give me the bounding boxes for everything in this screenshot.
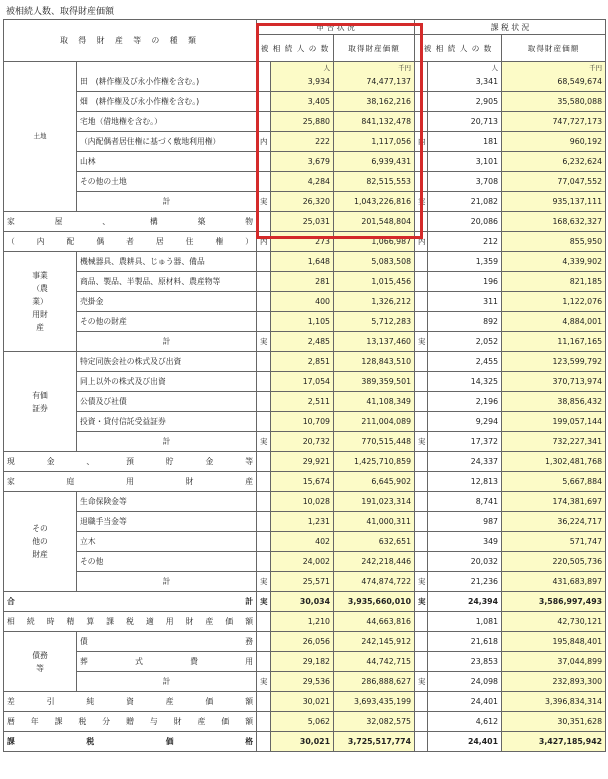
row-label: 課税価格	[4, 732, 257, 752]
declaration-count: 10,709	[271, 412, 334, 432]
business-group-label: 事業（農業）用財産	[4, 252, 77, 352]
row-label: 計	[77, 572, 257, 592]
taxation-count: 21,236	[428, 572, 502, 592]
row-mark: 実	[415, 592, 428, 612]
declaration-value: 3,725,517,774	[334, 732, 415, 752]
declaration-value: 474,874,722	[334, 572, 415, 592]
taxation-count-header: 被 相 続 人 の 数	[415, 35, 502, 62]
taxation-count: 3,708	[428, 172, 502, 192]
row-mark	[257, 152, 271, 172]
taxation-count: 181	[428, 132, 502, 152]
declaration-count: 30,021	[271, 692, 334, 712]
taxation-count: 2,905	[428, 92, 502, 112]
taxation-count: 24,098	[428, 672, 502, 692]
subtotal-row	[4, 432, 606, 452]
taxation-count: 3,341	[428, 72, 502, 92]
taxation-value: 220,505,736	[502, 552, 606, 572]
row-label: 計	[77, 192, 257, 212]
row-label: 特定同族会社の株式及び出資	[77, 352, 257, 372]
taxation-count: 2,196	[428, 392, 502, 412]
row-label: 計	[77, 672, 257, 692]
declaration-count: 3,934	[271, 72, 334, 92]
declaration-count: 25,571	[271, 572, 334, 592]
taxation-count: 21,618	[428, 632, 502, 652]
taxation-value: 370,713,974	[502, 372, 606, 392]
declaration-value: 6,645,902	[334, 472, 415, 492]
table-row	[4, 112, 606, 132]
table-row	[4, 532, 606, 552]
declaration-count: 30,021	[271, 732, 334, 752]
declaration-value: 74,477,137	[334, 72, 415, 92]
table-row	[4, 692, 606, 712]
declaration-count: 3,405	[271, 92, 334, 112]
taxation-value: 232,893,300	[502, 672, 606, 692]
taxation-count: 1,359	[428, 252, 502, 272]
declaration-value: 1,015,456	[334, 272, 415, 292]
taxation-value: 4,884,001	[502, 312, 606, 332]
row-label: 畑 (耕作権及び永小作権を含む。)	[77, 92, 257, 112]
taxation-value: 4,339,902	[502, 252, 606, 272]
taxation-count: 21,082	[428, 192, 502, 212]
declaration-count: 29,921	[271, 452, 334, 472]
table-row	[4, 472, 606, 492]
declaration-value: 1,326,212	[334, 292, 415, 312]
taxation-value: 35,580,088	[502, 92, 606, 112]
table-row	[4, 152, 606, 172]
declaration-value: 1,425,710,859	[334, 452, 415, 472]
declaration-count: 1,231	[271, 512, 334, 532]
row-label: 田 (耕作権及び永小作権を含む。)	[77, 72, 257, 92]
row-mark: 実	[415, 432, 428, 452]
declaration-value: 5,712,283	[334, 312, 415, 332]
table-row	[4, 612, 606, 632]
taxation-value: 732,227,341	[502, 432, 606, 452]
taxation-count: 17,372	[428, 432, 502, 452]
table-row	[4, 72, 606, 92]
taxation-value: 5,667,884	[502, 472, 606, 492]
taxation-value-header: 取得財産価額	[502, 35, 606, 62]
table-row	[4, 712, 606, 732]
table-row	[4, 132, 606, 152]
row-mark	[415, 92, 428, 112]
subtotal-row	[4, 332, 606, 352]
row-label: 売掛金	[77, 292, 257, 312]
declaration-value: 38,162,216	[334, 92, 415, 112]
row-mark: 内	[415, 132, 428, 152]
row-mark	[257, 112, 271, 132]
row-mark	[257, 92, 271, 112]
declaration-value: 211,004,089	[334, 412, 415, 432]
row-mark: 実	[257, 592, 271, 612]
taxation-count: 311	[428, 292, 502, 312]
declaration-value: 1,043,226,816	[334, 192, 415, 212]
taxation-value: 3,586,997,493	[502, 592, 606, 612]
taxation-value: 3,396,834,314	[502, 692, 606, 712]
declaration-value: 41,000,311	[334, 512, 415, 532]
declaration-value: 1,066,987	[334, 232, 415, 252]
table-row	[4, 292, 606, 312]
taxation-count: 8,741	[428, 492, 502, 512]
declaration-count: 2,485	[271, 332, 334, 352]
table-row	[4, 92, 606, 112]
declaration-value: 191,023,314	[334, 492, 415, 512]
row-label: 家屋、構築物	[4, 212, 257, 232]
row-mark: 実	[415, 672, 428, 692]
taxation-value: 821,185	[502, 272, 606, 292]
table-row	[4, 552, 606, 572]
row-label: その他の土地	[77, 172, 257, 192]
taxation-value: 42,730,121	[502, 612, 606, 632]
row-label: 宅地（借地権を含む。）	[77, 112, 257, 132]
table-row	[4, 412, 606, 432]
subtotal-row	[4, 192, 606, 212]
page-title: 被相続人数、取得財産価額	[6, 7, 115, 17]
declaration-count: 2,851	[271, 352, 334, 372]
table-row	[4, 272, 606, 292]
land-group-text: 土地	[33, 132, 47, 140]
declaration-count: 4,284	[271, 172, 334, 192]
row-label: 公債及び社債	[77, 392, 257, 412]
declaration-value: 44,742,715	[334, 652, 415, 672]
declaration-count: 1,210	[271, 612, 334, 632]
row-label: 投資・貸付信託受益証券	[77, 412, 257, 432]
row-mark	[415, 112, 428, 132]
row-label: その他の財産	[77, 312, 257, 332]
row-mark: 実	[257, 332, 271, 352]
taxation-value: 1,122,076	[502, 292, 606, 312]
row-mark: 実	[415, 332, 428, 352]
row-mark: 実	[415, 572, 428, 592]
row-label: 退職手当金等	[77, 512, 257, 532]
taxation-value: 960,192	[502, 132, 606, 152]
declaration-value: 3,693,435,199	[334, 692, 415, 712]
declaration-value: 201,548,804	[334, 212, 415, 232]
row-label: 商品、製品、半製品、原材料、農産物等	[77, 272, 257, 292]
taxation-count: 4,612	[428, 712, 502, 732]
table-row	[4, 212, 606, 232]
declaration-value: 41,108,349	[334, 392, 415, 412]
taxation-value: 36,224,717	[502, 512, 606, 532]
taxation-count: 23,853	[428, 652, 502, 672]
taxation-value: 571,747	[502, 532, 606, 552]
header-row-groups	[4, 20, 606, 35]
taxation-count: 2,052	[428, 332, 502, 352]
declaration-value: 82,515,553	[334, 172, 415, 192]
taxation-value: 37,044,899	[502, 652, 606, 672]
taxation-value: 68,549,674	[502, 72, 606, 92]
row-mark: 実	[257, 192, 271, 212]
declaration-count: 400	[271, 292, 334, 312]
row-label: 同上以外の株式及び出資	[77, 372, 257, 392]
taxable-row	[4, 732, 606, 752]
declaration-value: 5,083,508	[334, 252, 415, 272]
table-row	[4, 632, 606, 652]
category-header: 取 得 財 産 等 の 種 類	[4, 20, 257, 62]
taxation-count: 212	[428, 232, 502, 252]
declaration-count: 2,511	[271, 392, 334, 412]
row-mark: 実	[257, 432, 271, 452]
declaration-value: 242,145,912	[334, 632, 415, 652]
declaration-count: 10,028	[271, 492, 334, 512]
taxation-group-header: 課 税 状 況	[415, 20, 606, 35]
row-label: 相続時精算課税適用財産価額	[4, 612, 257, 632]
row-mark: 内	[257, 132, 271, 152]
grand-total-row	[4, 592, 606, 612]
declaration-value: 3,935,660,010	[334, 592, 415, 612]
declaration-count: 29,536	[271, 672, 334, 692]
declaration-count: 24,002	[271, 552, 334, 572]
taxation-value: 935,137,111	[502, 192, 606, 212]
row-label: 計	[77, 332, 257, 352]
taxation-value: 38,856,432	[502, 392, 606, 412]
taxation-value: 11,167,165	[502, 332, 606, 352]
declaration-count: 25,031	[271, 212, 334, 232]
taxation-value: 6,232,624	[502, 152, 606, 172]
declaration-value: 128,843,510	[334, 352, 415, 372]
declaration-count: 20,732	[271, 432, 334, 452]
declaration-value: 13,137,460	[334, 332, 415, 352]
unit-person-taxation: 人	[428, 62, 502, 73]
declaration-count: 15,674	[271, 472, 334, 492]
unit-person-declaration: 人	[271, 62, 334, 73]
row-label: 計	[77, 432, 257, 452]
taxation-value: 174,381,697	[502, 492, 606, 512]
asset-statistics-table	[3, 19, 606, 752]
declaration-value: 1,117,056	[334, 132, 415, 152]
row-mark	[415, 72, 428, 92]
taxation-value: 1,302,481,768	[502, 452, 606, 472]
taxation-count: 24,337	[428, 452, 502, 472]
declaration-value-header: 取得財産価額	[334, 35, 415, 62]
taxation-value: 3,427,185,942	[502, 732, 606, 752]
declaration-count: 5,062	[271, 712, 334, 732]
row-label: 暦年課税分贈与財産価額	[4, 712, 257, 732]
declaration-value: 286,888,627	[334, 672, 415, 692]
declaration-value: 389,359,501	[334, 372, 415, 392]
unit-yen-declaration: 千円	[334, 62, 415, 73]
table-row	[4, 232, 606, 252]
row-mark: 実	[257, 672, 271, 692]
taxation-count: 9,294	[428, 412, 502, 432]
row-mark	[257, 172, 271, 192]
units-row	[4, 62, 606, 73]
taxation-value: 168,632,327	[502, 212, 606, 232]
other-group-label: その他の財産	[4, 492, 77, 592]
declaration-value: 242,218,446	[334, 552, 415, 572]
row-mark: 実	[415, 192, 428, 212]
taxation-count: 987	[428, 512, 502, 532]
taxation-value: 199,057,144	[502, 412, 606, 432]
declaration-count: 26,320	[271, 192, 334, 212]
row-mark: 内	[415, 232, 428, 252]
taxation-value: 123,599,792	[502, 352, 606, 372]
row-label: 葬式費用	[77, 652, 257, 672]
taxation-count: 20,032	[428, 552, 502, 572]
declaration-value: 632,651	[334, 532, 415, 552]
declaration-count: 1,105	[271, 312, 334, 332]
row-label: （内配偶者居住権に基づく敷地利用権）	[77, 132, 257, 152]
declaration-count: 17,054	[271, 372, 334, 392]
declaration-value: 44,663,816	[334, 612, 415, 632]
table-row	[4, 252, 606, 272]
taxation-count: 20,713	[428, 112, 502, 132]
subtotal-row	[4, 572, 606, 592]
table-row	[4, 512, 606, 532]
row-label: 現金、預貯金等	[4, 452, 257, 472]
row-label: 山林	[77, 152, 257, 172]
taxation-count: 1,081	[428, 612, 502, 632]
taxation-value: 30,351,628	[502, 712, 606, 732]
table-row	[4, 652, 606, 672]
taxation-count: 3,101	[428, 152, 502, 172]
table-row	[4, 172, 606, 192]
row-mark	[257, 72, 271, 92]
table-row	[4, 452, 606, 472]
declaration-value: 770,515,448	[334, 432, 415, 452]
table-row	[4, 312, 606, 332]
row-label: その他	[77, 552, 257, 572]
securities-group-label: 有価証券	[4, 352, 77, 452]
taxation-value: 77,047,552	[502, 172, 606, 192]
taxation-value: 431,683,897	[502, 572, 606, 592]
taxation-value: 747,727,173	[502, 112, 606, 132]
row-label: 家庭用財産	[4, 472, 257, 492]
declaration-count: 1,648	[271, 252, 334, 272]
row-label: 立木	[77, 532, 257, 552]
row-label: 合計	[4, 592, 257, 612]
taxation-count: 14,325	[428, 372, 502, 392]
table-row	[4, 372, 606, 392]
taxation-count: 892	[428, 312, 502, 332]
row-mark: 内	[257, 232, 271, 252]
taxation-count: 12,813	[428, 472, 502, 492]
taxation-count: 196	[428, 272, 502, 292]
declaration-count: 30,034	[271, 592, 334, 612]
subtotal-row	[4, 672, 606, 692]
declaration-value: 6,939,431	[334, 152, 415, 172]
taxation-value: 195,848,401	[502, 632, 606, 652]
declaration-value: 841,132,478	[334, 112, 415, 132]
row-label: 債務	[77, 632, 257, 652]
row-mark	[415, 152, 428, 172]
row-label: 生命保険金等	[77, 492, 257, 512]
declaration-group-header: 申 告 状 況	[257, 20, 415, 35]
table-row	[4, 352, 606, 372]
declaration-count: 26,056	[271, 632, 334, 652]
taxation-count: 349	[428, 532, 502, 552]
table-row	[4, 392, 606, 412]
taxation-count: 2,455	[428, 352, 502, 372]
taxation-count: 24,401	[428, 732, 502, 752]
unit-yen-taxation: 千円	[502, 62, 606, 73]
taxation-count: 24,401	[428, 692, 502, 712]
row-mark	[415, 172, 428, 192]
land-group-label	[4, 62, 77, 212]
row-label: 差引純資産価額	[4, 692, 257, 712]
declaration-count: 3,679	[271, 152, 334, 172]
declaration-count: 29,182	[271, 652, 334, 672]
row-mark: 実	[257, 572, 271, 592]
declaration-count: 25,880	[271, 112, 334, 132]
debts-group-label: 債務等	[4, 632, 77, 692]
taxation-count: 20,086	[428, 212, 502, 232]
taxation-value: 855,950	[502, 232, 606, 252]
table-row	[4, 492, 606, 512]
declaration-count: 402	[271, 532, 334, 552]
declaration-count: 222	[271, 132, 334, 152]
row-label: （内配偶者居住権）	[4, 232, 257, 252]
row-label: 機械器具、農耕具、じゅう器、備品	[77, 252, 257, 272]
declaration-count: 273	[271, 232, 334, 252]
taxation-count: 24,394	[428, 592, 502, 612]
declaration-value: 32,082,575	[334, 712, 415, 732]
declaration-count: 281	[271, 272, 334, 292]
declaration-count-header: 被 相 続 人 の 数	[257, 35, 334, 62]
